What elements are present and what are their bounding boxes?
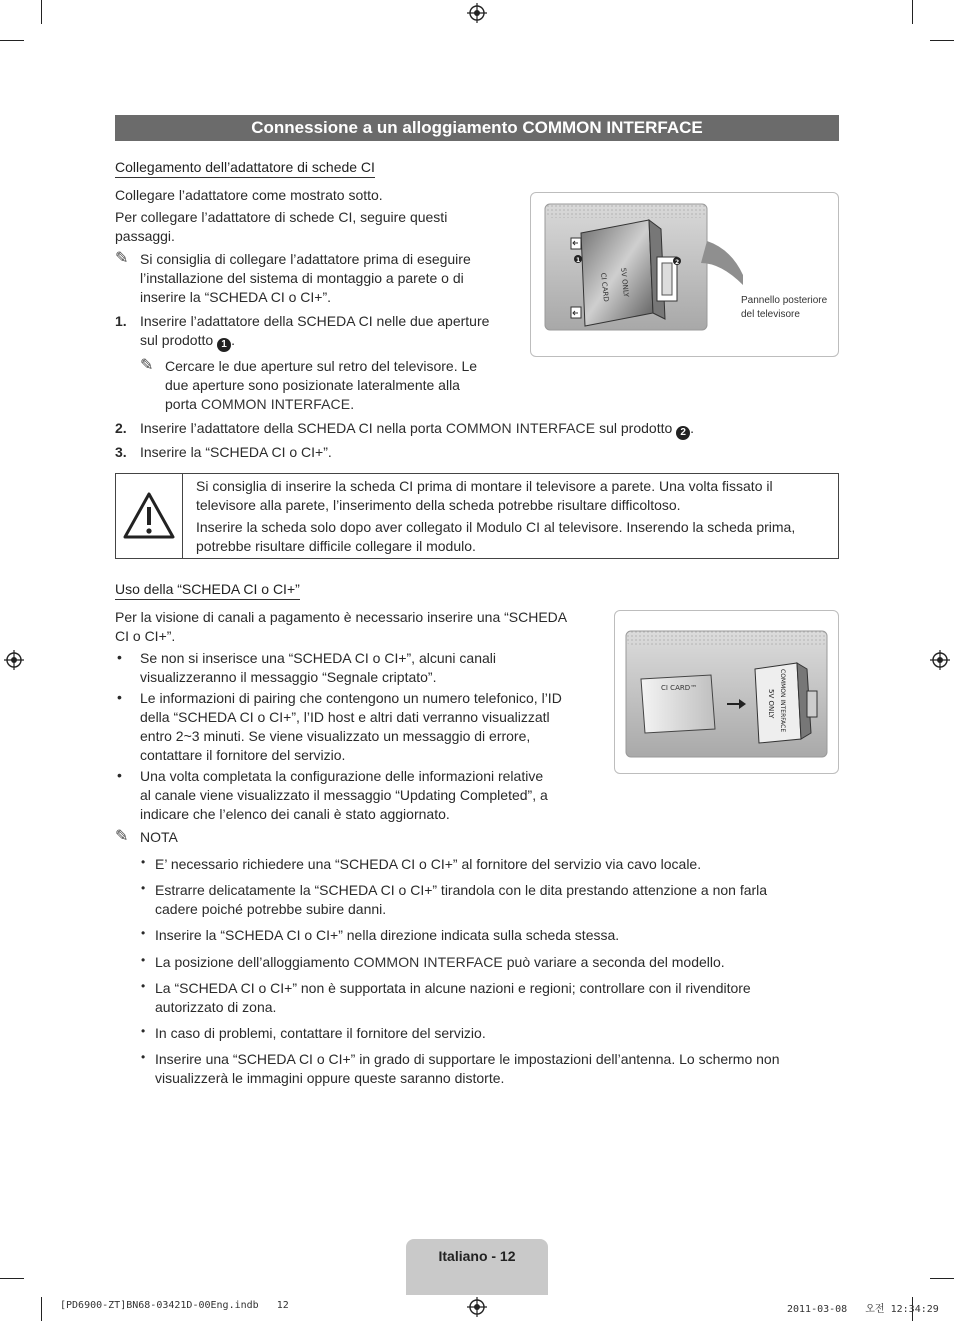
bullet-text: entro 2~3 minuti. Se viene visualizzato un messaggio di errore, bbox=[140, 728, 531, 744]
note-item: cadere poiché potrebbe subire danni. bbox=[155, 901, 387, 917]
ci-card-illustration bbox=[615, 611, 838, 773]
note-item: Inserire una “SCHEDA CI o CI+” in grado di supportare le impostazioni dell’antenna. Lo schermo non bbox=[155, 1051, 780, 1067]
step-number: 1. bbox=[115, 313, 127, 329]
note-item: autorizzato di zona. bbox=[155, 999, 277, 1015]
step-text: Inserire la “SCHEDA CI o CI+”. bbox=[140, 444, 332, 460]
note-item: E’ necessario richiedere una “SCHEDA CI o CI+” al fornitore del servizio via cavo locale. bbox=[155, 856, 702, 872]
bullet-text: al canale viene visualizzato il messaggio “Updating Completed”, a bbox=[140, 787, 548, 803]
note-text-part: porta bbox=[165, 396, 197, 412]
bullet-dot: • bbox=[141, 1050, 146, 1064]
section-title-bar bbox=[115, 115, 839, 141]
note-pencil-icon: ✎ bbox=[115, 828, 129, 845]
slot-label: COMMON INTERFACE bbox=[779, 669, 786, 733]
note-item: visualizzerà le immagini oppure queste saranno distorte. bbox=[155, 1070, 505, 1086]
note-item bbox=[155, 953, 725, 972]
bullet-text: Una volta completata la configurazione delle informazioni relative bbox=[140, 768, 544, 784]
step-marker-2: 2 bbox=[676, 426, 690, 440]
figure-ci-card bbox=[614, 610, 839, 774]
note-line: due aperture sono posizionate lateralmente alla bbox=[165, 377, 460, 393]
step-number: 2. bbox=[115, 420, 127, 436]
figure-caption: del televisore bbox=[741, 309, 800, 320]
note-item: Estrarre delicatamente la “SCHEDA CI o CI+” tirandola con le dita prestando attenzione a non farla bbox=[155, 882, 768, 898]
crop-mark bbox=[912, 0, 913, 24]
subsection-title: Uso della “SCHEDA CI o CI+” bbox=[115, 581, 300, 600]
ci-card-label: CI CARD™ bbox=[661, 684, 698, 692]
paragraph: Collegare l’adattatore come mostrato sotto. bbox=[115, 187, 383, 203]
figure-marker-2: 2 bbox=[675, 259, 680, 266]
warning-text: Inserire la scheda solo dopo aver collegato il Modulo CI al televisore. Inserendo la scheda prima, bbox=[196, 519, 796, 535]
note-item: In caso di problemi, contattare il fornitore del servizio. bbox=[155, 1025, 486, 1041]
note-pencil-icon: ✎ bbox=[115, 250, 129, 267]
step-number: 3. bbox=[115, 444, 127, 460]
crop-mark bbox=[930, 40, 954, 41]
figure-ci-adapter bbox=[530, 192, 839, 357]
bullet-dot: • bbox=[141, 855, 146, 869]
page-number-tab bbox=[406, 1239, 548, 1295]
bullet-dot: • bbox=[141, 881, 146, 895]
note-text-part: La posizione dell’alloggiamento bbox=[155, 954, 350, 970]
paragraph: Per collegare l’adattatore di schede CI, seguire questi bbox=[115, 209, 448, 225]
registration-mark-icon bbox=[930, 650, 950, 670]
note-item: La “SCHEDA CI o CI+” non è supportata in alcune nazioni e regioni; controllare con il rivenditore bbox=[155, 980, 751, 996]
svg-text:CI CARD: CI CARD bbox=[599, 272, 611, 303]
step-marker-1: 1 bbox=[217, 338, 231, 352]
note-line: inserire la “SCHEDA CI o CI+”. bbox=[140, 289, 331, 305]
print-slug-left: [PD6900-ZT]BN68-03421D-00Eng.indb 12 bbox=[60, 1300, 289, 1311]
step-text: sul prodotto 1 . bbox=[140, 332, 235, 350]
common-interface-term: COMMON INTERFACE bbox=[353, 954, 503, 970]
common-interface-term: COMMON INTERFACE bbox=[445, 420, 596, 436]
slot-sub-label: 5V ONLY bbox=[767, 689, 775, 719]
common-interface-term: COMMON INTERFACE bbox=[200, 396, 351, 412]
bullet-dot: • bbox=[141, 979, 146, 993]
note-line: porta COMMON INTERFACE. bbox=[165, 396, 355, 412]
warning-triangle-icon bbox=[122, 491, 176, 541]
bullet-dot: • bbox=[117, 649, 122, 665]
bullet-dot: • bbox=[117, 689, 122, 705]
crop-mark bbox=[41, 1297, 42, 1321]
registration-mark-icon bbox=[467, 3, 487, 23]
note-line: Cercare le due aperture sul retro del televisore. Le bbox=[165, 358, 478, 374]
step-text-part: sul prodotto bbox=[599, 420, 673, 436]
paragraph: CI o CI+”. bbox=[115, 628, 176, 644]
note-line: Si consiglia di collegare l’adattatore prima di eseguire bbox=[140, 251, 471, 267]
step-text: Inserire l’adattatore della SCHEDA CI nelle due aperture bbox=[140, 313, 490, 329]
bullet-text: Se non si inserisce una “SCHEDA CI o CI+”, alcuni canali bbox=[140, 650, 496, 666]
crop-mark bbox=[0, 1278, 24, 1279]
registration-mark-icon bbox=[467, 1297, 487, 1317]
warning-text: potrebbe risultare difficile collegare il modulo. bbox=[196, 538, 476, 554]
figure-marker-1: 1 bbox=[576, 257, 581, 264]
ci-adapter-illustration bbox=[531, 193, 838, 356]
bullet-text: indicare che l’elenco dei canali è stato aggiornato. bbox=[140, 806, 450, 822]
note-text-part: può variare a seconda del modello. bbox=[506, 954, 725, 970]
step-text-part: Inserire l’adattatore della SCHEDA CI nella porta bbox=[140, 420, 442, 436]
page-title: Connessione a un alloggiamento COMMON INTERFACE bbox=[251, 118, 703, 137]
bullet-text: visualizzeranno il messaggio “Segnale criptato”. bbox=[140, 669, 437, 685]
crop-mark bbox=[930, 1278, 954, 1279]
crop-mark bbox=[41, 0, 42, 24]
bullet-text: della “SCHEDA CI o CI+”, l’ID host e altri dati verranno visualizzatl bbox=[140, 709, 550, 725]
registration-mark-icon bbox=[4, 650, 24, 670]
bullet-dot: • bbox=[141, 1024, 146, 1038]
warning-text: Si consiglia di inserire la scheda CI prima di montare il televisore a parete. Una volta fissato il bbox=[196, 478, 773, 494]
nota-heading: NOTA bbox=[140, 829, 178, 845]
paragraph: Per la visione di canali a pagamento è necessario inserire una “SCHEDA bbox=[115, 609, 568, 625]
svg-text:5V ONLY: 5V ONLY bbox=[619, 267, 631, 298]
note-item: Inserire la “SCHEDA CI o CI+” nella direzione indicata sulla scheda stessa. bbox=[155, 927, 620, 943]
warning-divider bbox=[182, 474, 183, 558]
bullet-dot: • bbox=[141, 926, 146, 940]
figure-caption: Pannello posteriore bbox=[741, 295, 828, 306]
crop-mark bbox=[0, 40, 24, 41]
warning-box bbox=[115, 473, 839, 559]
bullet-text: Le informazioni di pairing che contengono un numero telefonico, l’ID bbox=[140, 690, 562, 706]
note-pencil-icon: ✎ bbox=[140, 357, 154, 374]
subsection-title: Collegamento dell’adattatore di schede CI bbox=[115, 159, 375, 178]
bullet-dot: • bbox=[117, 767, 122, 783]
paragraph: passaggi. bbox=[115, 228, 175, 244]
bullet-dot: • bbox=[141, 953, 146, 967]
step-text: Inserire l’adattatore della SCHEDA CI nella porta COMMON INTERFACE sul prodotto 2 . bbox=[140, 420, 695, 438]
print-slug-right: 2011-03-08 오전 12:34:29 bbox=[787, 1304, 939, 1315]
note-line: l’installazione del sistema di montaggio a parete o di bbox=[140, 270, 464, 286]
warning-text: televisore alla parete, l’inserimento della scheda potrebbe risultare difficoltoso. bbox=[196, 497, 681, 513]
page-number: Italiano - 12 bbox=[438, 1248, 516, 1264]
bullet-text: contattare il fornitore del servizio. bbox=[140, 747, 346, 763]
step-text-part: sul prodotto bbox=[140, 332, 214, 348]
